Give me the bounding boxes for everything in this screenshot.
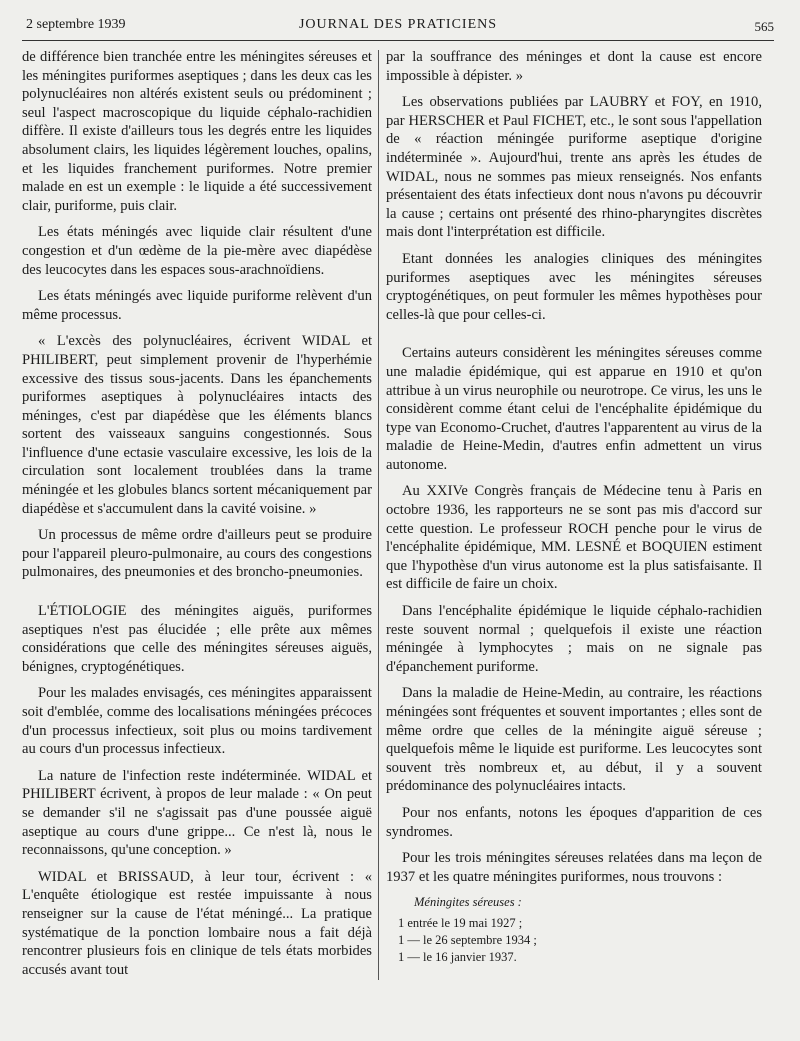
page-number: 565 [754, 19, 774, 34]
paragraph: Les états méningés avec liquide puriforme relèvent d'un même processus. [22, 288, 372, 323]
column-divider [378, 50, 379, 980]
paragraph: Les observations publiées par LAUBRY et FOY, en 1910, par HERSCHER et Paul FICHET, etc., le sont sous l'appellation de « réaction méningée puriforme aseptique d'origine indéterminée ». Aujourd'hui, trente ans après les études de WIDAL, nous ne sommes pas mieux renseignés. Nos enfants présentaient des états infectieux dont nous n'avons pu découvrir la cause ; certains ont présenté des rhino-pharyngites discrètes mais dont l'interprétation est difficile. [386, 94, 762, 241]
paragraph: Certains auteurs considèrent les méningites séreuses comme une maladie épidémique, qui est apparue en 1910 et qu'on attribue à un virus neurophile ou neurotrope. Ce virus, les uns le considèrent comme étant celui de l'encéphalite épidémique du type van Economo-Cruchet, d'autres l'apparentent au virus de la maladie de Heine-Medin, d'autres enfin admettent un virus autonome. [386, 345, 762, 473]
paragraph: Un processus de même ordre d'ailleurs peut se produire pour l'appareil pleuro-pulmonaire, au cours des congestions pulmonaires, des pneumonies et des broncho-pneumonies. [22, 527, 372, 581]
header-date: 2 septembre 1939 [26, 17, 126, 32]
paragraph: La nature de l'infection reste indéterminée. WIDAL et PHILIBERT écrivent, à propos de leur malade : « On peut se demander s'il ne s'agissait pas d'une poussée aiguë aseptique au cours d'une grippe... Ce n'est là, nous le reconnaissons, qu'une conception. » [22, 767, 372, 859]
list-item: 1 entrée le 19 mai 1927 ; [398, 916, 523, 931]
paragraph: de différence bien tranchée entre les méningites séreuses et les méningites puriformes aseptiques ; dans les deux cas les polynucléaires non altérés existent seuls ou prédominent ; seul l'aspect macroscopique du liquide céphalo-rachidien diffère. Il existe d'ailleurs tous les degrés entre les liquides absolument clairs, les liquides légèrement louches, opalins, et les liquides franchement puriformes. Notre premier malade en est un exemple : le liquide a été successivement clair, puriforme, puis clair. [22, 49, 372, 214]
dates-list [386, 894, 762, 966]
paragraph: Pour les malades envisagés, ces méningites apparaissent soit d'emblée, comme des localisations méningées précoces d'un processus infectieux, soit plus ou moins tardivement au cours d'un processus infectieux. [22, 685, 372, 758]
right-column [386, 48, 762, 1028]
paragraph: par la souffrance des méninges et dont la cause est encore impossible à dépister. » [386, 49, 762, 84]
paragraph: Dans l'encéphalite épidémique le liquide céphalo-rachidien reste souvent normal ; quelquefois il existe une réaction méningée à lymphocytes ; mais on ne signale pas d'épanchement puriforme. [386, 603, 762, 675]
paragraph: L'ÉTIOLOGIE des méningites aiguës, puriformes aseptiques n'est pas élucidée ; elle prête aux mêmes considérations que celle des méningites séreuses aiguës, bénignes, cryptogénétiques. [22, 603, 372, 675]
paragraph: Etant données les analogies cliniques des méningites puriformes aseptiques avec les méningites séreuses cryptogénétiques, on peut formuler les mêmes hypothèses pour celles-là que pour celles-ci. [386, 250, 762, 323]
paragraph: « L'excès des polynucléaires, écrivent WIDAL et PHILIBERT, peut simplement provenir de l'hyperhémie excessive des tissus sous-jacents. Dans les épanchements puriformes aseptiques à polynucléaires intacts des méninges, c'est par diapédèse que les éléments blancs sortent des vaisseaux sanguins congestionnés. Sous l'influence d'une ectasie vasculaire excessive, les lois de la circulation sont localement troublées dans la trame méningée et les globules blancs sortent mécaniquement par diapédèse et s'accumulent dans la cavité voisine. » [22, 333, 372, 517]
paragraph: Au XXIVe Congrès français de Médecine tenu à Paris en octobre 1936, les rapporteurs ne se sont pas mis d'accord sur cette question. Le professeur ROCH penche pour le virus de l'encéphalite épidémique, MM. LESNÉ et BOQUIEN estiment que l'hypothèse d'un virus autonome est la plus satisfaisante. Il est difficile de faire un choix. [386, 483, 762, 593]
list-item: 1 — le 26 septembre 1934 ; [398, 933, 537, 948]
list-item: 1 — le 16 janvier 1937. [398, 950, 517, 965]
paragraph: Pour les trois méningites séreuses relatées dans ma leçon de 1937 et les quatre méningites puriformes, nous trouvons : [386, 850, 762, 885]
list-heading: Méningites séreuses : [414, 895, 522, 910]
left-column [22, 48, 372, 1028]
page-header [22, 14, 774, 41]
paragraph: WIDAL et BRISSAUD, à leur tour, écrivent : « L'enquête étiologique est restée impuissante à nous renseigner sur la cause de l'état méningé... La pratique systématique de la ponction lombaire nous a fait déjà rencontrer plusieurs fois en clinique de tels états morbides accusés avant tout [22, 868, 372, 978]
paragraph: Dans la maladie de Heine-Medin, au contraire, les réactions méningées sont fréquentes et souvent importantes ; elles sont de même ordre que celles de la méningite aiguë séreuse ; quelquefois même le liquide est puriforme. Les leucocytes sont souvent très nombreux et, au début, il y a souvent prédominance des polynucléaires intacts. [386, 685, 762, 795]
journal-title: JOURNAL DES PRATICIENS [298, 17, 498, 32]
paragraph: Les états méningés avec liquide clair résultent d'une congestion et d'un œdème de la pie-mère avec diapédèse des leucocytes dans les espaces sous-arachnoïdiens. [22, 224, 372, 278]
paragraph: Pour nos enfants, notons les époques d'apparition de ces syndromes. [386, 804, 762, 840]
